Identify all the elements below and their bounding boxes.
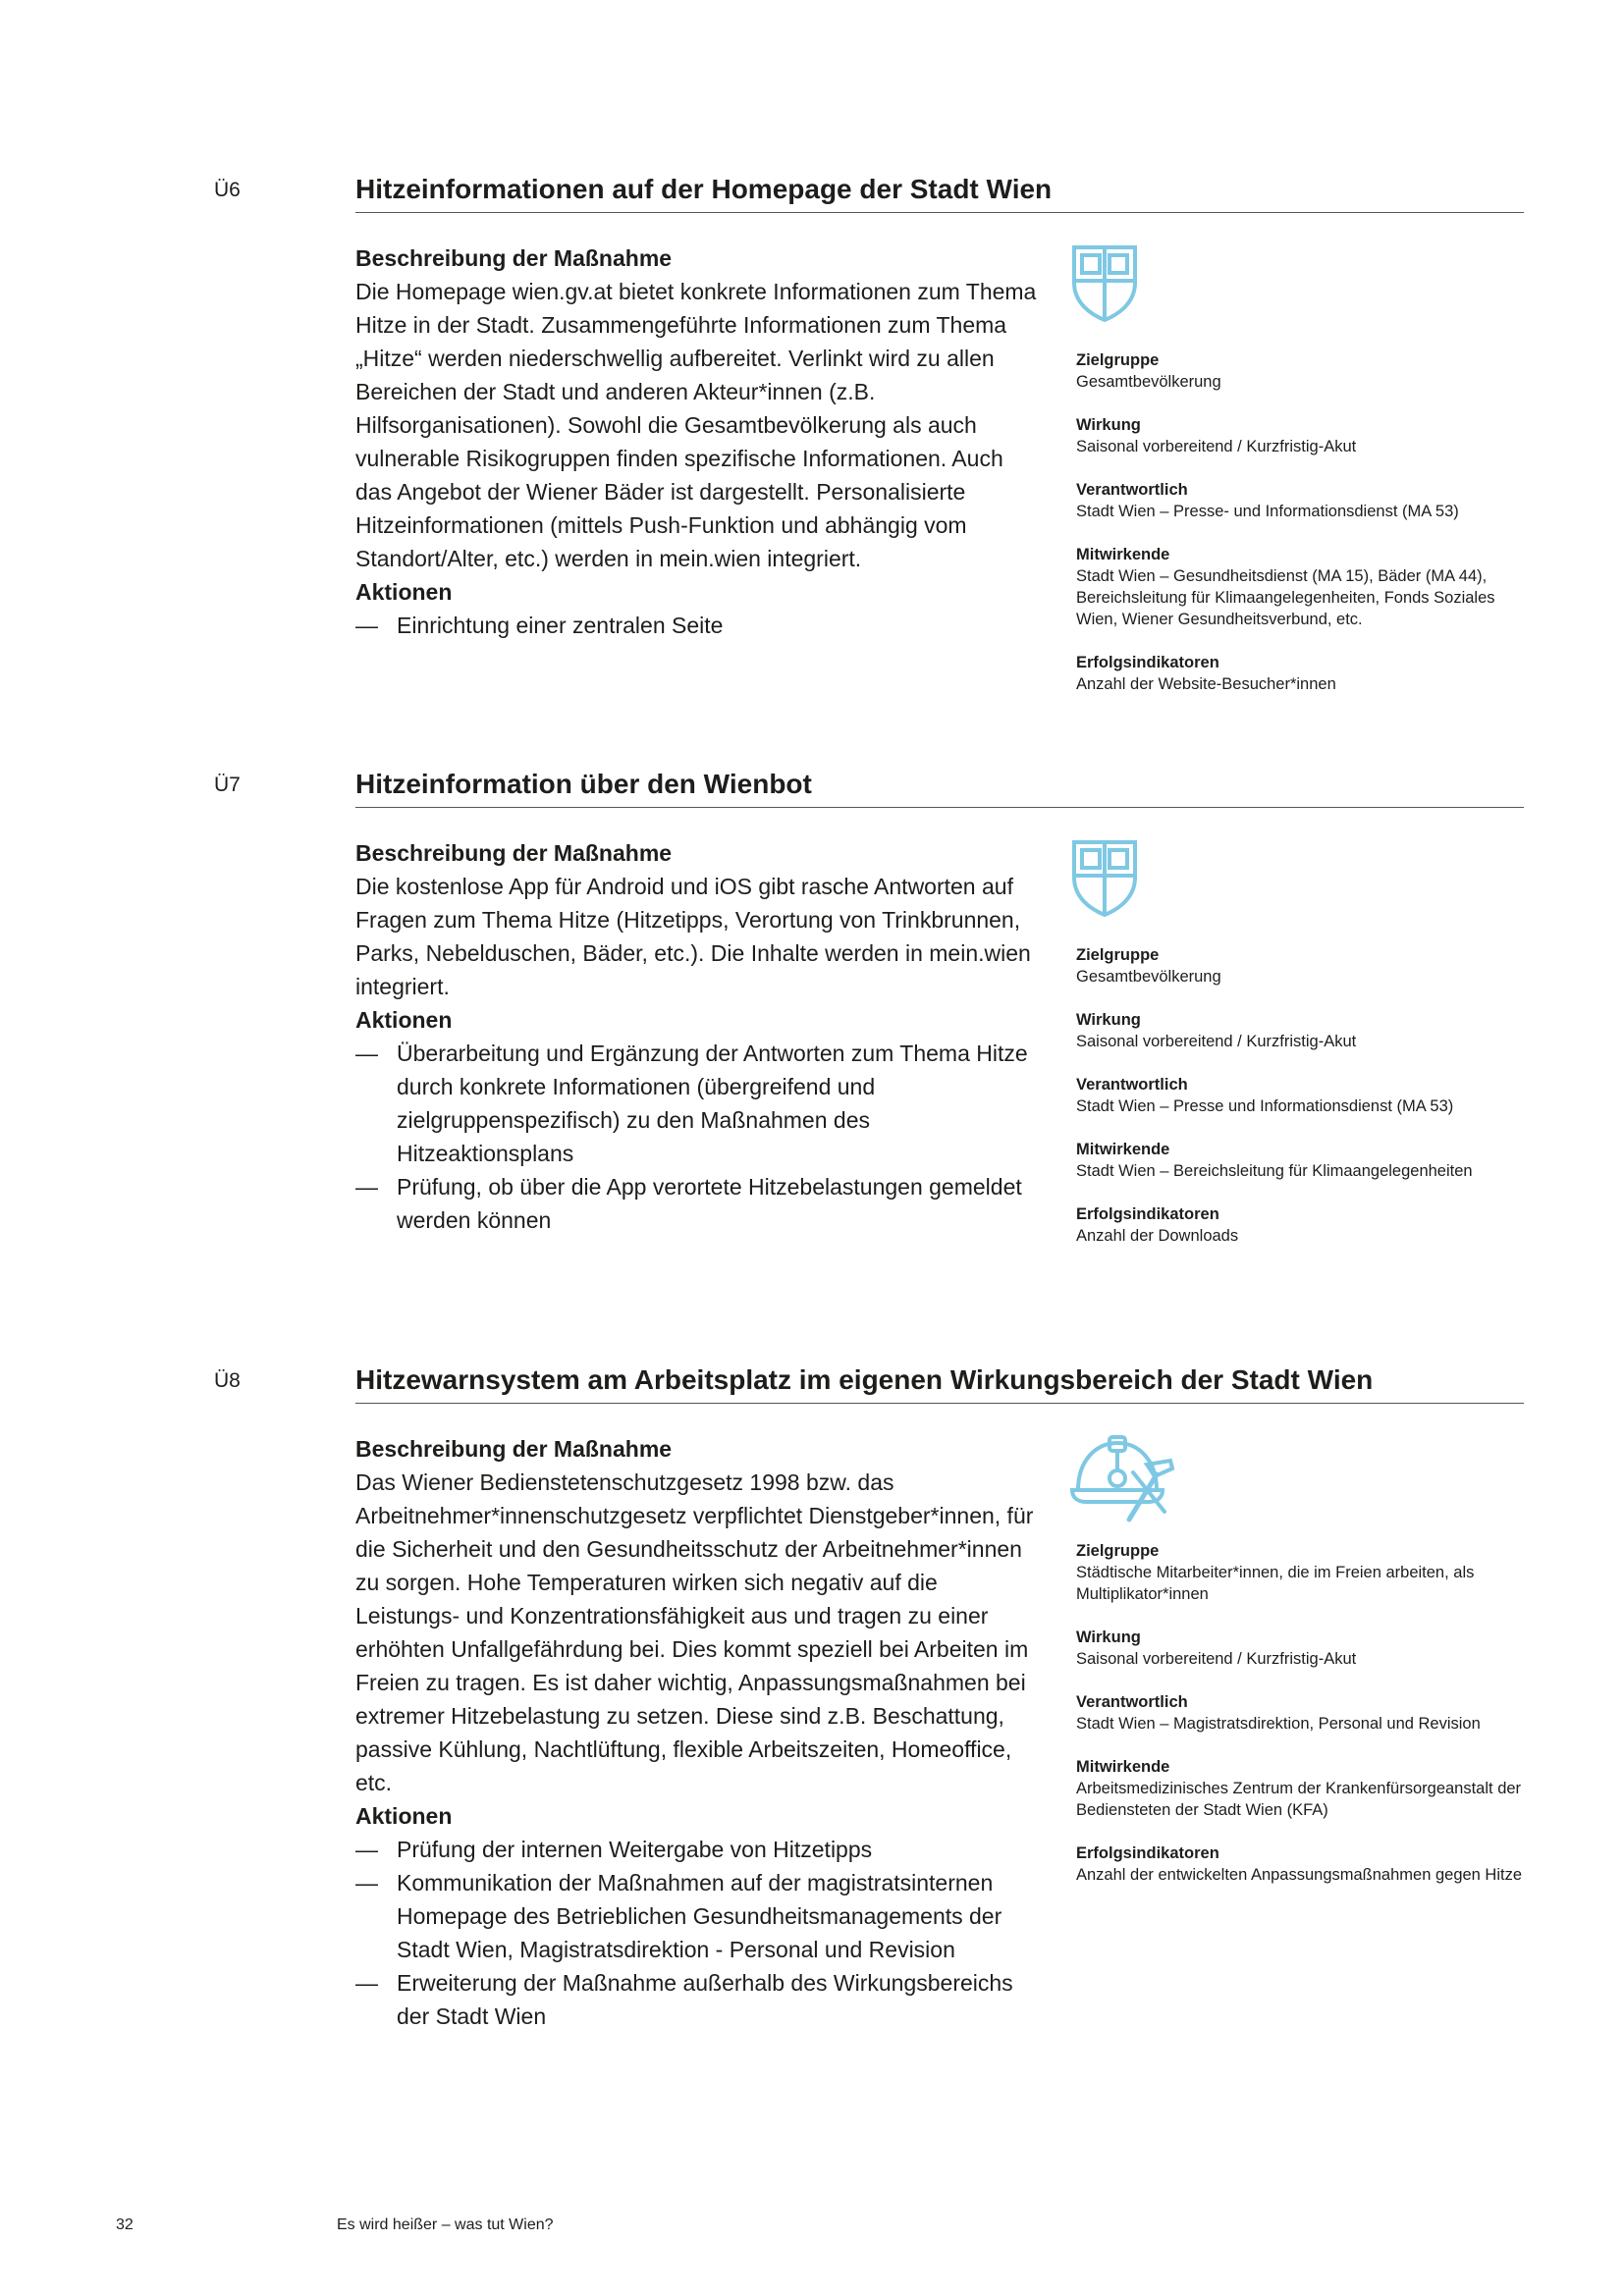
action-item: — Kommunikation der Maßnahmen auf der magistratsinternen Homepage des Betrieblichen Gesundheitsmanagements der Stadt Wien, Magistratsdirektion - Personal und Revision xyxy=(355,1870,1002,1962)
meta-mitwirkende: Mitwirkende Stadt Wien – Bereichsleitung für Klimaangelegenheiten xyxy=(1076,1141,1473,1180)
meta-column xyxy=(1076,349,1528,717)
section-title: Hitzeinformationen auf der Homepage der Stadt Wien xyxy=(355,174,1053,204)
shield-icon xyxy=(1070,838,1139,917)
shield-icon xyxy=(1070,243,1139,322)
actions-heading: Aktionen xyxy=(355,1803,453,1829)
meta-erfolgsindikatoren: Erfolgsindikatoren Anzahl der Downloads xyxy=(1076,1205,1239,1245)
actions-heading: Aktionen xyxy=(355,1007,453,1033)
description-text: Die kostenlose App für Android und iOS gibt rasche Antworten auf Fragen zum Thema Hitze (Hitzetipps, Verortung von Trinkbrunnen, Parks, Nebelduschen, Bäder, etc.). Die Inhalte werden in mein.wien integriert. xyxy=(355,874,1031,999)
meta-wirkung: Wirkung Saisonal vorbereitend / Kurzfristig-Akut xyxy=(1076,416,1357,455)
actions-list xyxy=(355,1037,1043,1237)
description-column xyxy=(355,836,1043,1237)
meta-column xyxy=(1076,944,1528,1268)
actions-heading: Aktionen xyxy=(355,579,453,605)
page-number: 32 xyxy=(116,2216,134,2233)
meta-wirkung: Wirkung Saisonal vorbereitend / Kurzfristig-Akut xyxy=(1076,1629,1357,1668)
meta-wirkung: Wirkung Saisonal vorbereitend / Kurzfristig-Akut xyxy=(1076,1011,1357,1050)
description-heading: Beschreibung der Maßnahme xyxy=(355,840,673,866)
actions-list xyxy=(355,1833,1043,2033)
meta-verantwortlich: Verantwortlich Stadt Wien – Presse und Informationsdienst (MA 53) xyxy=(1076,1076,1454,1115)
meta-erfolgsindikatoren: Erfolgsindikatoren Anzahl der entwickelten Anpassungsmaßnahmen gegen Hitze xyxy=(1076,1844,1523,1884)
description-text: Das Wiener Bedienstetenschutzgesetz 1998 bzw. das Arbeitnehmer*innenschutzgesetz verpflichtet Dienstgeber*innen, für die Sicherheit und den Gesundheitsschutz der Arbeitnehmer*innen zu sorgen. Hohe Temperaturen wirken sich negativ auf die Leistungs- und Konzentrationsfähigkeit aus und tragen zu einer erhöhten Unfallgefährdung bei. Dies kommt speziell bei Arbeiten im Freien zu tragen. Es ist daher wichtig, Anpassungsmaßnahmen bei extremer Hitzebelastung zu setzen. Diese sind z.B. Beschattung, passive Kühlung, Nachtlüftung, flexible Arbeitszeiten, Homeoffice, etc. xyxy=(355,1469,1034,1795)
meta-verantwortlich: Verantwortlich Stadt Wien – Magistratsdirektion, Personal und Revision xyxy=(1076,1693,1481,1733)
document-title: Es wird heißer – was tut Wien? xyxy=(337,2216,554,2233)
description-text: Die Homepage wien.gv.at bietet konkrete Informationen zum Thema Hitze in der Stadt. Zusammengeführte Informationen zum Thema „Hitze“ werden niederschwellig aufbereitet. Verlinkt wird zu allen Bereichen der Stadt und anderen Akteur*innen (z.B. Hilfsorganisationen). Sowohl die Gesamtbevölkerung als auch vulnerable Risikogruppen finden spezifische Informationen. Auch das Angebot der Wiener Bäder ist dargestellt. Personalisierte Hitzeinformationen (mittels Push-Funktion und abhängig vom Standort/Alter, etc.) werden in mein.wien integriert. xyxy=(355,279,1037,571)
meta-zielgruppe: Zielgruppe Städtische Mitarbeiter*innen, die im Freien arbeiten, als Multiplikator*innen xyxy=(1076,1542,1475,1603)
section-divider xyxy=(355,1403,1524,1404)
description-column xyxy=(355,1432,1043,2033)
description-column xyxy=(355,241,1043,642)
section-number: Ü6 xyxy=(214,179,241,201)
hard-hat-tools-icon xyxy=(1070,1433,1178,1526)
action-item: — Prüfung, ob über die App verortete Hitzebelastungen gemeldet werden können xyxy=(355,1174,1022,1233)
meta-zielgruppe: Zielgruppe Gesamtbevölkerung xyxy=(1076,351,1221,391)
section-number: Ü7 xyxy=(214,774,241,796)
action-item: — Prüfung der internen Weitergabe von Hitzetipps xyxy=(355,1837,873,1862)
section-title: Hitzewarnsystem am Arbeitsplatz im eigenen Wirkungsbereich der Stadt Wien xyxy=(355,1364,1374,1395)
action-item: — Erweiterung der Maßnahme außerhalb des Wirkungsbereichs der Stadt Wien xyxy=(355,1970,1013,2029)
actions-list xyxy=(355,609,1043,642)
meta-verantwortlich: Verantwortlich Stadt Wien – Presse- und Informationsdienst (MA 53) xyxy=(1076,481,1459,520)
description-heading: Beschreibung der Maßnahme xyxy=(355,1436,673,1462)
meta-erfolgsindikatoren: Erfolgsindikatoren Anzahl der Website-Besucher*innen xyxy=(1076,654,1336,693)
action-item: — Einrichtung einer zentralen Seite xyxy=(355,613,724,638)
meta-mitwirkende: Mitwirkende Arbeitsmedizinisches Zentrum der Krankenfürsorgeanstalt der Bediensteten der Stadt Wien (KFA) xyxy=(1076,1758,1522,1819)
meta-column xyxy=(1076,1540,1528,1907)
description-heading: Beschreibung der Maßnahme xyxy=(355,245,673,271)
section-divider xyxy=(355,212,1524,213)
section-divider xyxy=(355,807,1524,808)
action-item: — Überarbeitung und Ergänzung der Antworten zum Thema Hitze durch konkrete Informationen (übergreifend und zielgruppenspezifisch) zu den Maßnahmen des Hitzeaktionsplans xyxy=(355,1041,1028,1166)
section-number: Ü8 xyxy=(214,1369,241,1392)
meta-zielgruppe: Zielgruppe Gesamtbevölkerung xyxy=(1076,946,1221,986)
section-title: Hitzeinformation über den Wienbot xyxy=(355,769,812,799)
meta-mitwirkende: Mitwirkende Stadt Wien – Gesundheitsdienst (MA 15), Bäder (MA 44), Bereichsleitung für Klimaangelegenheiten, Fonds Soziales Wien, Wiener Gesundheitsverbund, etc. xyxy=(1076,546,1495,628)
